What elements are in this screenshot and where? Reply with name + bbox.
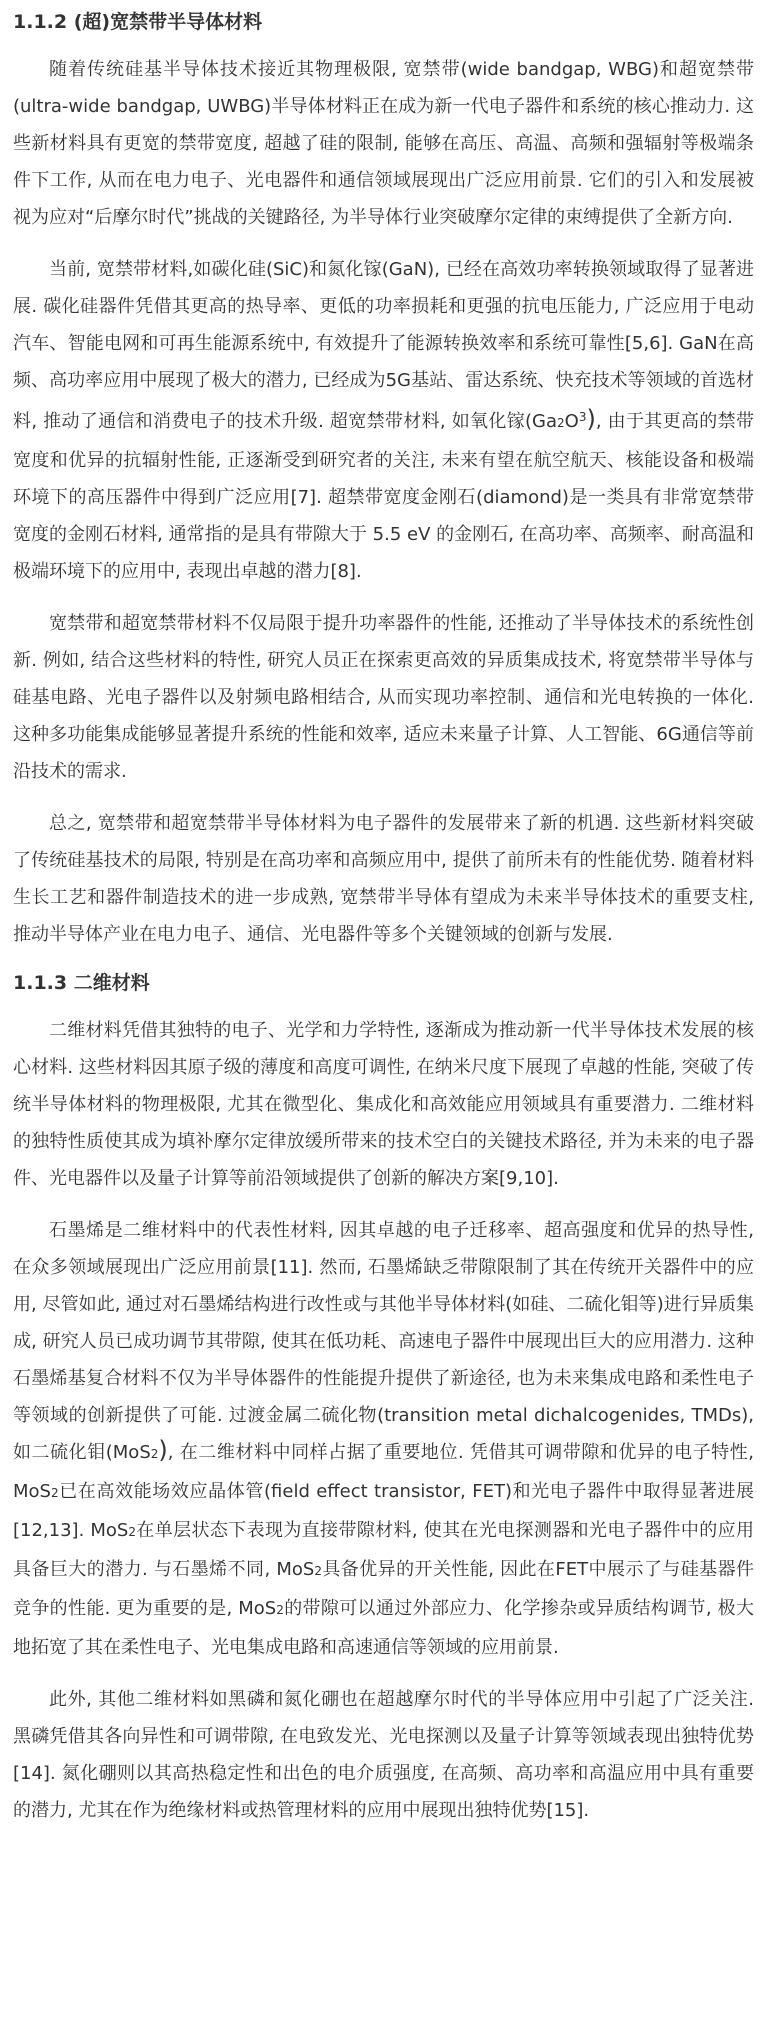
paragraph-text: , 由于其更高的禁带宽度和优异的抗辐射性能, 正逐渐受到研究者的关注, 未来有望在航空航天、核能设备和极端环境下的高压器件中得到广泛应用[7]. 超禁带宽度金刚石(diamond)是一类具有非常宽禁带宽度的金刚石材料, 通常指的是具有带隙大于 5.5 eV 的金刚石, 在高功率、高频率、耐高温和极端环境下的应用中, 表现出卓越的潜力[8]. <box>13 411 754 582</box>
section-1-1-3-paragraph-2 <box>13 1212 754 1666</box>
closing-parenthesis: ) <box>158 1436 168 1464</box>
paragraph-text: 当前, 宽禁带材料,如碳化硅(SiC)和氮化镓(GaN), 已经在高效功率转换领域取得了显著进展. 碳化硅器件凭借其更高的热导率、更低的功率损耗和更强的抗电压能力, 广泛应用于电动汽车、智能电网和可再生能源系统中, 有效提升了能源转换效率和系统可靠性[5,6]. GaN在高频、高功率应用中展现了极大的潜力, 已经成为5G基站、雷达系统、快充技术等领域的首选材料, 推动了通信和消费电子的技术升级. 超宽禁带材料, 如氧化镓(Ga <box>13 259 754 432</box>
paragraph-text: 在单层状态下表现为直接带隙材料, 使其在光电探测器和光电子器件中的应用具备巨大的潜力. 与石墨烯不同, MoS <box>13 1520 754 1580</box>
subscript-2: 2 <box>128 1525 136 1539</box>
subscript-2: 2 <box>557 416 565 430</box>
paragraph-text: O <box>564 411 579 432</box>
section-1-1-2-paragraph-1: 随着传统硅基半导体技术接近其物理极限, 宽禁带(wide bandgap, WBG)和超宽禁带(ultra-wide bandgap, UWBG)半导体材料正在成为新一代电子器件和系统的核心推动力. 这些新材料具有更宽的禁带宽度, 超越了硅的限制, 能够在高压、高温、高频和强辐射等极端条件下工作, 从而在电力电子、光电器件和通信领域展现出广泛应用前景. 它们的引入和发展被视为应对“后摩尔时代”挑战的关键路径, 为半导体行业突破摩尔定律的束缚提供了全新方向. <box>13 59 754 228</box>
paragraph-text: 石墨烯是二维材料中的代表性材料, 因其卓越的电子迁移率、超高强度和优异的热导性, 在众多领域展现出广泛应用前景[11]. 然而, 石墨烯缺乏带隙限制了其在传统开关器件中的应用, 尽管如此, 通过对石墨烯结构进行改性或与其他半导体材料(如硅、二硫化钼等)进行异质集成, 研究人员已成功调节其带隙, 使其在低功耗、高速电子器件中展现出巨大的应用潜力. 这种石墨烯基复合材料不仅为半导体器件的性能提升提供了新途径, 也为未来集成电路和柔性电子等领域的创新提供了可能. 过渡金属二硫化物(transition metal dichalcogenides, TMDs), 如二硫化钼(MoS <box>13 1220 754 1463</box>
section-1-1-2-paragraph-2 <box>13 251 754 590</box>
section-1-1-3-paragraph-1: 二维材料凭借其独特的电子、光学和力学特性, 逐渐成为推动新一代半导体技术发展的核心材料. 这些材料因其原子级的薄度和高度可调性, 在纳米尺度下展现了卓越的性能, 突破了传统半导体材料的物理极限, 尤其在微型化、集成化和高效能应用领域具有重要潜力. 二维材料的独特性质使其成为填补摩尔定律放缓所带来的技术空白的关键技术路径, 并为未来的电子器件、光电器件以及量子计算等前沿领域提供了创新的解决方案[9,10]. <box>13 1020 754 1189</box>
section-1-1-2-paragraph-4: 总之, 宽禁带和超宽禁带半导体材料为电子器件的发展带来了新的机遇. 这些新材料突破了传统硅基技术的局限, 特别是在高功率和高频应用中, 提供了前所未有的性能优势. 随着材料生长工艺和器件制造技术的进一步成熟, 宽禁带半导体有望成为未来半导体技术的重要支柱, 推动半导体产业在电力电子、通信、光电器件等多个关键领域的创新与发展. <box>13 813 754 945</box>
paragraph-text: 具备优异的开关性能, 因此在FET中展示了与硅基器件竞争的性能. 更为重要的是, MoS <box>13 1559 754 1619</box>
paragraph-text: 已在高效能场效应晶体管(field effect transistor, FET)和光电子器件中取得显著进展[12,13]. MoS <box>13 1481 754 1541</box>
subscript-2: 2 <box>314 1564 322 1578</box>
section-1-1-2-title: 1.1.2 (超)宽禁带半导体材料 <box>13 11 263 33</box>
section-1-1-3-paragraph-3: 此外, 其他二维材料如黑磷和氮化硼也在超越摩尔时代的半导体应用中引起了广泛关注. 黑磷凭借其各向异性和可调带隙, 在电致发光、光电探测以及量子计算等领域表现出独特优势[14]. 氮化硼则以其高热稳定性和出色的电介质强度, 在高频、高功率和高温应用中具有重要的潜力, 尤其在作为绝缘材料或热管理材料的应用中展现出独特优势[15]. <box>13 1689 754 1821</box>
subscript-2: 2 <box>50 1486 59 1500</box>
subscript-2: 2 <box>150 1447 159 1461</box>
section-1-1-2-paragraph-3: 宽禁带和超宽禁带材料不仅局限于提升功率器件的性能, 还推动了半导体技术的系统性创新. 例如, 结合这些材料的特性, 研究人员正在探索更高效的异质集成技术, 将宽禁带半导体与硅基电路、光电子器件以及射频电路相结合, 从而实现功率控制、通信和光电转换的一体化. 这种多功能集成能够显著提升系统的性能和效率, 适应未来量子计算、人工智能、6G通信等前沿技术的需求. <box>13 613 754 782</box>
subscript-2: 2 <box>276 1603 284 1617</box>
section-1-1-3-title: 1.1.3 二维材料 <box>13 972 150 994</box>
paragraph-text: 的带隙可以通过外部应力、化学掺杂或异质结构调节, 极大地拓宽了其在柔性电子、光电集成电路和高速通信等领域的应用前景. <box>13 1598 754 1658</box>
superscript-3: 3 <box>578 410 587 424</box>
paragraph-text: , 在二维材料中同样占据了重要地位. 凭借其可调带隙和优异的电子特性, MoS <box>13 1442 754 1502</box>
closing-parenthesis: ) <box>586 405 596 433</box>
